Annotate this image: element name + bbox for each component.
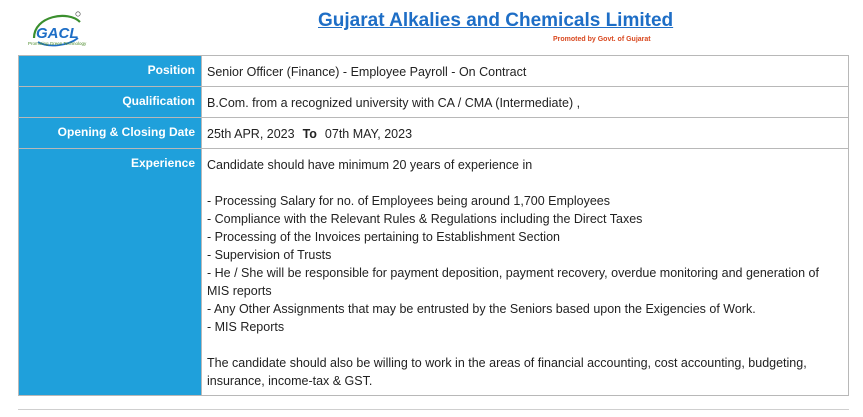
qualification-label: Qualification — [19, 87, 202, 118]
experience-intro: Candidate should have minimum 20 years of experience in — [207, 158, 533, 172]
experience-item: - MIS Reports — [207, 320, 285, 334]
date-separator: To — [302, 127, 317, 141]
company-subtitle: Promoted by Govt. of Gujarat — [553, 36, 651, 43]
experience-item: - Supervision of Trusts — [207, 248, 332, 262]
dates-label: Opening & Closing Date — [19, 118, 202, 149]
closing-date: 07th MAY, 2023 — [324, 127, 413, 141]
job-details-table — [18, 55, 849, 396]
experience-item: - Processing Salary for no. of Employees being around 1,700 Employees — [207, 194, 611, 208]
position-row — [19, 56, 849, 87]
experience-label: Experience — [19, 149, 202, 396]
svg-text:GACL: GACL — [36, 25, 79, 42]
experience-item: - He / She will be responsible for payment deposition, payment recovery, overdue monitoring and generation of MIS reports — [207, 266, 819, 298]
experience-closing: The candidate should also be willing to work in the areas of financial accounting, cost accounting, budgeting, insurance, income-tax & GST. — [207, 356, 807, 388]
logo-tagline: Promoting Green Technology — [28, 41, 87, 46]
experience-item: - Compliance with the Relevant Rules & Regulations including the Direct Taxes — [207, 212, 643, 226]
company-title: Gujarat Alkalies and Chemicals Limited — [318, 10, 674, 31]
experience-row — [19, 149, 849, 396]
dates-value — [202, 118, 849, 149]
qualification-row — [19, 87, 849, 118]
dates-row — [19, 118, 849, 149]
opening-date: 25th APR, 2023 — [207, 127, 295, 141]
page-header — [0, 0, 863, 56]
position-value: Senior Officer (Finance) - Employee Payroll - On Contract — [202, 56, 849, 87]
position-label: Position — [19, 56, 202, 87]
experience-item: - Any Other Assignments that may be entrusted by the Seniors based upon the Exigencies of Work. — [207, 302, 756, 316]
experience-item: - Processing of the Invoices pertaining to Establishment Section — [207, 230, 560, 244]
qualification-value: B.Com. from a recognized university with CA / CMA (Intermediate) , — [202, 87, 849, 118]
bottom-divider — [18, 409, 849, 410]
experience-value — [202, 149, 849, 396]
